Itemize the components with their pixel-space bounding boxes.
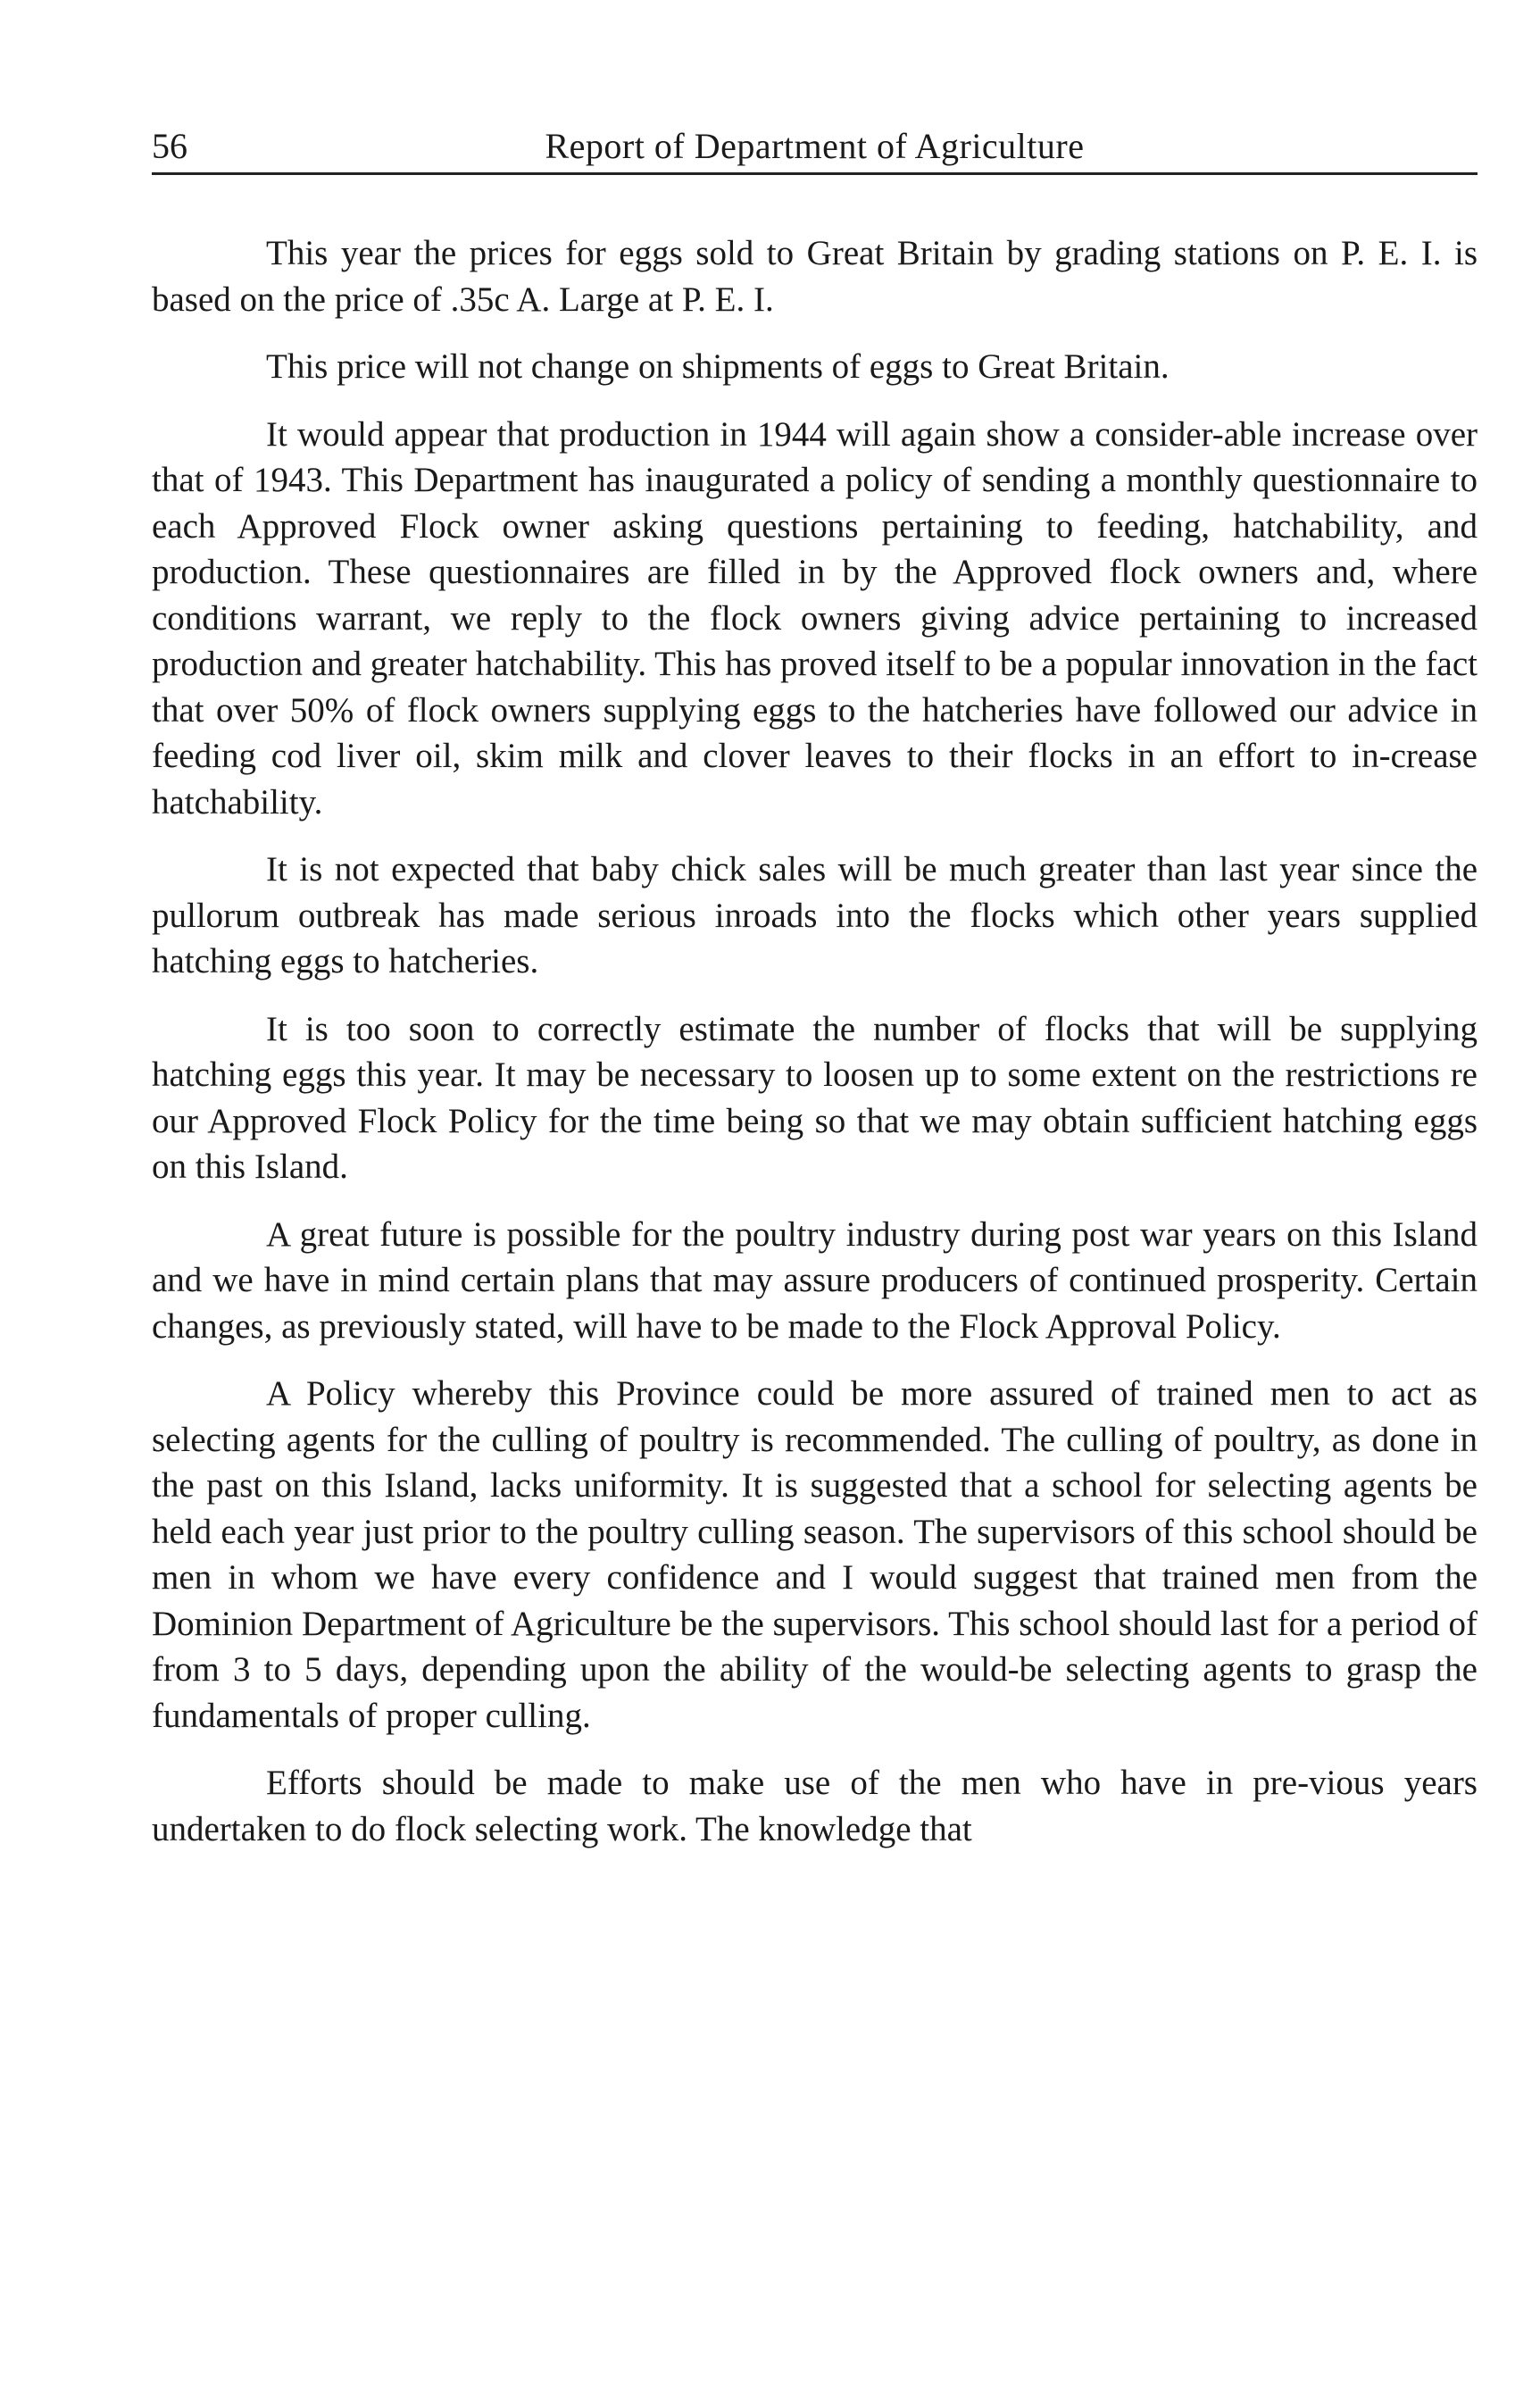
paragraph-egg-prices: This year the prices for eggs sold to Great Britain by grading stations on P. E. I. is based on the price of .35c A. Large at P. E. I.	[152, 234, 1478, 319]
paragraph-production-1944: It would appear that production in 1944 will again show a consider-able increase over that of 1943. This Department has inaugurated a policy of sending a monthly questionnaire to each Approved Flock owner asking questions pertaining to feeding, hatchability, and production. These questionnaires are filled in by the Approved flock owners and, where conditions warrant, we reply to the flock owners giving advice pertaining to increased production and greater hatchability. This has proved itself to be a popular innovation in the fact that over 50% of flock owners supplying eggs to the hatcheries have followed our advice in feeding cod liver oil, skim milk and clover leaves to their flocks in an effort to in-crease hatchability.	[152, 414, 1478, 822]
running-header	[152, 121, 1478, 175]
paragraph-chick-sales: It is not expected that baby chick sales will be much greater than last year since the pullorum outbreak has made serious inroads into the flocks which other years supplied hatching eggs to hatcheries.	[152, 850, 1478, 980]
running-title: Report of Department of Agriculture	[545, 126, 1085, 166]
paragraph-flock-estimate: It is too soon to correctly estimate the number of flocks that will be supplying hatching eggs this year. It may be necessary to loosen up to some extent on the restrictions re our Approved Flock Policy for the time being so that we may obtain sufficient hatching eggs on this Island.	[152, 1009, 1478, 1186]
paragraph-flock-selecting-men: Efforts should be made to make use of the men who have in pre-vious years undertaken to do flock selecting work. The knowledge that	[152, 1764, 1478, 1848]
paragraph-post-war-future: A great future is possible for the poultry industry during post war years on this Island and we have in mind certain plans that may assure producers of continued prosperity. Certain changes, as previously stated, will have to be made to the Flock Approval Policy.	[152, 1214, 1478, 1346]
paragraph-price-unchanged: This price will not change on shipments of eggs to Great Britain.	[266, 347, 1170, 386]
page-number: 56	[152, 126, 187, 166]
body-text	[152, 230, 1478, 1852]
paragraph-selecting-agents-policy: A Policy whereby this Province could be more assured of trained men to act as selecting agents for the culling of poultry is recommended. The culling of poultry, as done in the past on this Island, lacks uniformity. It is suggested that a school for selecting agents be held each year just prior to the poultry culling season. The supervisors of this school should be men in whom we have every confidence and I would suggest that trained men from the Dominion Department of Agriculture be the supervisors. This school should last for a period of from 3 to 5 days, depending upon the ability of the would-be selecting agents to grasp the fundamentals of proper culling.	[152, 1374, 1478, 1735]
